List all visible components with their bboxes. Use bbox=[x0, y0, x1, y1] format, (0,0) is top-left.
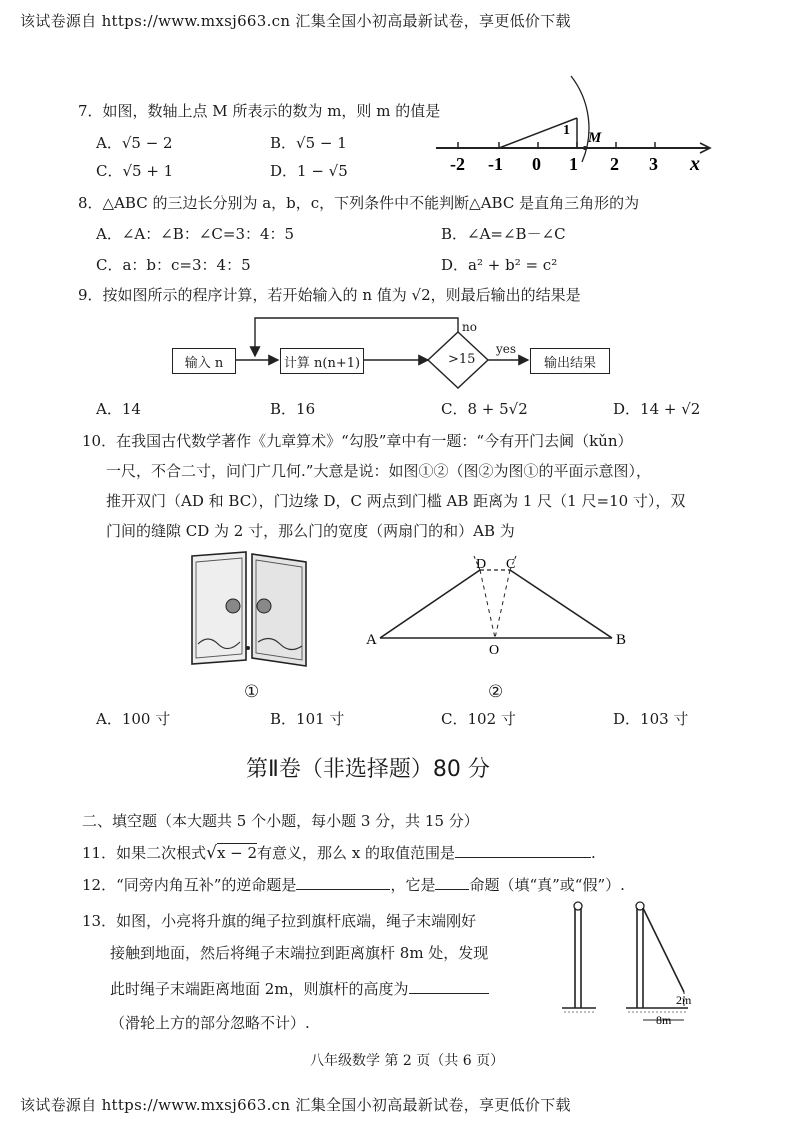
flow-no-label: no bbox=[462, 320, 477, 334]
flagpole-figure bbox=[560, 896, 700, 1032]
flow-condition-label: >15 bbox=[448, 352, 476, 367]
q11-radicand: x − 2 bbox=[216, 844, 258, 862]
tick-label: 3 bbox=[649, 154, 658, 174]
q13-answer-blank[interactable] bbox=[409, 979, 489, 994]
q11-end: . bbox=[591, 844, 596, 862]
fig2-caption: ② bbox=[488, 682, 504, 702]
q10-line-2: 一尺，不合二寸，问门广几何.”大意是说：如图①②（图②为图①的平面示意图）， bbox=[106, 462, 651, 480]
q13-line-4: （滑轮上方的部分忽略不计）. bbox=[110, 1014, 310, 1032]
q10-option-c: C．102 寸 bbox=[441, 710, 516, 728]
q9-option-a: A．14 bbox=[96, 400, 141, 418]
q7-option-d: D．1 − √5 bbox=[270, 162, 348, 180]
q12-answer-blank-2[interactable] bbox=[435, 875, 469, 890]
q9-option-c: C．8 + 5√2 bbox=[441, 400, 528, 418]
q13-line-3-text: 此时绳子末端距离地面 2m，则旗杆的高度为 bbox=[110, 980, 409, 998]
point-m-dot bbox=[583, 146, 587, 150]
rope-line bbox=[643, 908, 684, 992]
q7-option-a: A．√5 − 2 bbox=[96, 134, 173, 152]
door-bc bbox=[510, 570, 612, 638]
q10-option-d: D．103 寸 bbox=[613, 710, 689, 728]
q8-option-b: B．∠A=∠B－∠C bbox=[441, 225, 566, 243]
q7-option-b: B．√5 − 1 bbox=[270, 134, 347, 152]
tick-label: 1 bbox=[569, 154, 578, 174]
label-c: C bbox=[506, 557, 516, 572]
q11-line bbox=[82, 842, 596, 863]
q8-stem: 8．△ABC 的三边长分别为 a，b，c，下列条件中不能判断△ABC 是直角三角形的为 bbox=[78, 194, 640, 212]
q8-option-d: D．a² + b² = c² bbox=[441, 256, 558, 274]
axis-x-label: x bbox=[690, 153, 700, 175]
q12-line bbox=[82, 874, 625, 895]
q13-line-1: 13．如图，小亮将升旗的绳子拉到旗杆底端，绳子末端刚好 bbox=[82, 912, 477, 930]
tick-label: -1 bbox=[488, 154, 503, 174]
q11-after: 有意义，那么 x 的取值范围是 bbox=[257, 844, 456, 862]
q9-option-b: B．16 bbox=[270, 400, 316, 418]
header-banner: 该试卷源自 https://www.mxsj663.cn 汇集全国小初高最新试卷，享更低价下载 bbox=[20, 12, 571, 30]
door-knocker-icon bbox=[257, 599, 271, 613]
door-photo-figure bbox=[188, 548, 318, 670]
q13-line-2: 接触到地面，然后将绳子末端拉到距离旗杆 8m 处，发现 bbox=[110, 944, 489, 962]
tick-label: 2 bbox=[610, 154, 619, 174]
door-ad bbox=[380, 570, 480, 638]
door-knocker-icon bbox=[226, 599, 240, 613]
section2-heading: 二、填空题（本大题共 5 个小题，每小题 3 分，共 15 分） bbox=[82, 812, 479, 830]
door-schematic-figure bbox=[360, 552, 640, 656]
label-a: A bbox=[366, 632, 377, 648]
q11-answer-blank[interactable] bbox=[455, 843, 591, 858]
label-o: O bbox=[489, 643, 500, 656]
q9-stem: 9．按如图所示的程序计算，若开始输入的 n 值为 √2，则最后输出的结果是 bbox=[78, 286, 581, 304]
q11-before: 11．如果二次根式 bbox=[82, 844, 207, 862]
footer-banner: 该试卷源自 https://www.mxsj663.cn 汇集全国小初高最新试卷，享更低价下载 bbox=[20, 1096, 571, 1114]
q12-answer-blank-1[interactable] bbox=[296, 875, 390, 890]
q10-line-3: 推开双门（AD 和 BC），门边缘 D，C 两点到门槛 AB 距离为 1 尺（1 尺=10 寸），双 bbox=[106, 492, 686, 510]
q12-part2: ，它是 bbox=[390, 876, 436, 894]
q10-line-4: 门间的缝隙 CD 为 2 寸，那么门的宽度（两扇门的和）AB 为 bbox=[106, 522, 515, 540]
tick-label: 0 bbox=[532, 154, 541, 174]
flow-input-box: 输入 n bbox=[172, 348, 236, 374]
part2-title: 第Ⅱ卷（非选择题）80 分 bbox=[246, 757, 490, 782]
q12-part1: 12．“同旁内角互补”的逆命题是 bbox=[82, 876, 297, 894]
radical-sign-icon: √ bbox=[206, 843, 217, 863]
tick-label: -2 bbox=[450, 154, 465, 174]
q12-part3: 命题（填“真”或“假”）. bbox=[469, 876, 625, 894]
q7-option-c: C．√5 + 1 bbox=[96, 162, 174, 180]
flow-output-box: 输出结果 bbox=[530, 348, 610, 374]
q10-option-b: B．101 寸 bbox=[270, 710, 345, 728]
label-b: B bbox=[616, 632, 627, 648]
q9-option-d: D．14 + √2 bbox=[613, 400, 701, 418]
number-line-figure bbox=[430, 66, 720, 184]
q8-option-a: A．∠A：∠B：∠C=3：4：5 bbox=[96, 225, 295, 243]
fig1-caption: ① bbox=[244, 682, 260, 702]
q8-option-c: C．a：b：c=3：4：5 bbox=[96, 256, 251, 274]
label-d: D bbox=[476, 557, 487, 572]
flow-compute-box: 计算 n(n+1) bbox=[280, 348, 364, 374]
point-m-label: M bbox=[588, 130, 602, 146]
flow-yes-label: yes bbox=[496, 342, 517, 356]
label-8m: 8m bbox=[656, 1013, 672, 1027]
page-footer: 八年级数学 第 2 页（共 6 页） bbox=[310, 1053, 505, 1069]
q10-option-a: A．100 寸 bbox=[96, 710, 171, 728]
q10-line-1: 10．在我国古代数学著作《九章算术》“勾股”章中有一题：“今有开门去阃（kǔn） bbox=[82, 432, 633, 450]
segment-label: 1 bbox=[563, 123, 570, 138]
label-2m: 2m bbox=[676, 993, 692, 1007]
q13-line-3 bbox=[110, 978, 489, 999]
q7-stem: 7．如图，数轴上点 M 所表示的数为 m，则 m 的值是 bbox=[78, 102, 441, 120]
